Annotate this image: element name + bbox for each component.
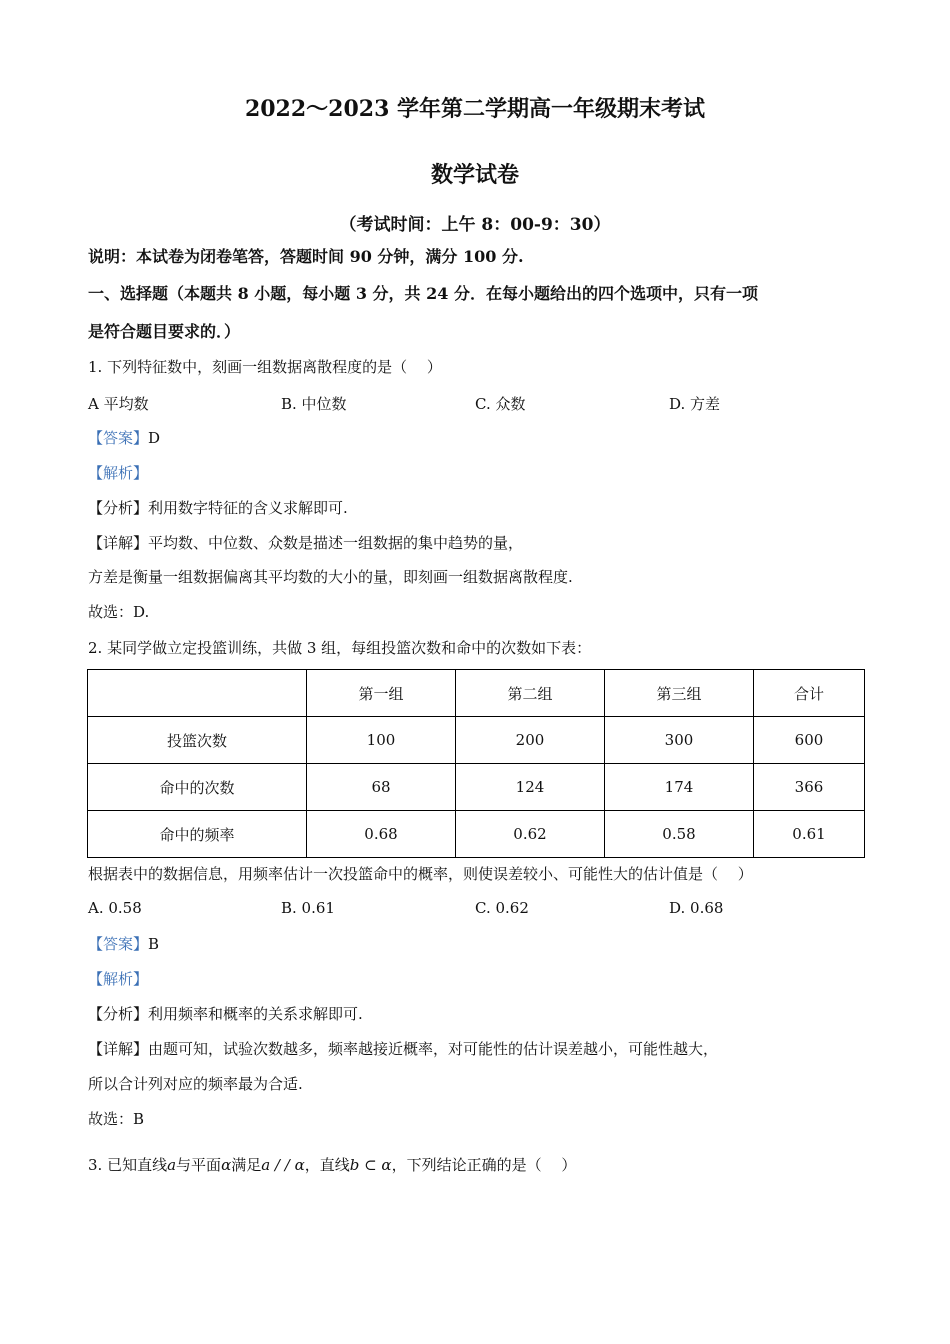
table-cell: 0.68 <box>307 811 456 858</box>
q2-options <box>88 899 878 919</box>
q1-answer <box>88 428 878 448</box>
q3-stem-part: ，下列结论正确的是（ ） <box>391 1156 577 1174</box>
q1-fenxi <box>88 498 878 518</box>
q2-detail1 <box>88 1039 878 1059</box>
table-cell: 124 <box>456 764 605 811</box>
table-cell: 100 <box>307 717 456 764</box>
table-cell: 投篮次数 <box>88 717 307 764</box>
q1-option-c: C. 众数 <box>475 395 526 413</box>
q1-option-b: B. 中位数 <box>281 395 347 413</box>
q2-question: 根据表中的数据信息，用频率估计一次投篮命中的概率，则使误差较小、可能性大的估计值是（ ） <box>88 865 753 883</box>
q2-answer <box>88 934 878 954</box>
table-cell: 200 <box>456 717 605 764</box>
q3-stem-part: 满足 <box>231 1156 262 1174</box>
table-cell: 300 <box>605 717 754 764</box>
q1-conclusion: 故选：D. <box>88 603 150 621</box>
table-header-cell <box>88 670 307 717</box>
table-header-cell: 第二组 <box>456 670 605 717</box>
q3-stem-part: 3. 已知直线 <box>88 1156 168 1174</box>
table-cell: 366 <box>754 764 865 811</box>
q3-var-alpha: α <box>221 1156 232 1174</box>
table-cell: 0.61 <box>754 811 865 858</box>
q2-detail1-text: 由题可知，试验次数越多，频率越接近概率，对可能性的估计误差越小，可能性越大， <box>148 1040 719 1058</box>
q2-detail2: 所以合计列对应的频率最为合适. <box>88 1075 303 1093</box>
q1-fenxi-text: 利用数字特征的含义求解即可. <box>148 499 348 517</box>
table-cell: 0.58 <box>605 811 754 858</box>
q2-stem: 2. 某同学做立定投篮训练，共做 3 组，每组投篮次数和命中的次数如下表： <box>88 639 592 657</box>
q3-relation-parallel: a / / α <box>261 1156 305 1174</box>
q3-stem-part: 与平面 <box>176 1156 222 1174</box>
shooting-table <box>87 669 865 858</box>
table-row <box>88 717 865 764</box>
q3-var-a: a <box>167 1156 177 1174</box>
table-header-cell: 第三组 <box>605 670 754 717</box>
q1-option-a: A 平均数 <box>88 395 149 413</box>
q1-detail1 <box>88 533 878 553</box>
q1-detail2: 方差是衡量一组数据偏离其平均数的大小的量，即刻画一组数据离散程度. <box>88 568 573 586</box>
section-heading-line1: 一、选择题（本题共 8 小题，每小题 3 分，共 24 分．在每小题给出的四个选项中，只有一项 <box>88 284 758 303</box>
fenxi-tag: 【分析】 <box>88 1005 149 1023</box>
q3-stem <box>88 1155 878 1175</box>
exam-subject: 数学试卷 <box>430 162 519 188</box>
q1-detail1-text: 平均数、中位数、众数是描述一组数据的集中趋势的量， <box>148 534 524 552</box>
q2-conclusion: 故选：B <box>88 1110 145 1128</box>
answer-tag: 【答案】 <box>88 429 149 447</box>
exam-title: 2022～2023 学年第二学期高一年级期末考试 <box>244 96 706 122</box>
table-cell: 命中的次数 <box>88 764 307 811</box>
q2-option-c: C. 0.62 <box>475 899 529 917</box>
table-cell: 命中的频率 <box>88 811 307 858</box>
table-cell: 68 <box>307 764 456 811</box>
detail-tag: 【详解】 <box>88 1040 149 1058</box>
detail-tag: 【详解】 <box>88 534 149 552</box>
table-row <box>88 811 865 858</box>
q1-answer-value: D <box>148 429 161 447</box>
exam-time: （考试时间：上午 8：00-9：30） <box>339 215 611 235</box>
q3-relation-subset: b ⊂ α <box>349 1156 392 1174</box>
table-cell: 174 <box>605 764 754 811</box>
table-row <box>88 764 865 811</box>
q1-stem: 1. 下列特征数中，刻画一组数据离散程度的是（ ） <box>88 358 442 376</box>
q2-option-a: A. 0.58 <box>88 899 142 917</box>
q1-options <box>88 393 878 413</box>
q2-option-b: B. 0.61 <box>281 899 335 917</box>
table-cell: 0.62 <box>456 811 605 858</box>
q2-fenxi-text: 利用频率和概率的关系求解即可. <box>148 1005 363 1023</box>
q2-option-d: D. 0.68 <box>669 899 724 917</box>
table-header-cell: 合计 <box>754 670 865 717</box>
table-header-cell: 第一组 <box>307 670 456 717</box>
answer-tag: 【答案】 <box>88 935 149 953</box>
q1-option-d: D. 方差 <box>669 395 721 413</box>
exam-note: 说明：本试卷为闭卷笔答，答题时间 90 分钟，满分 100 分. <box>88 247 524 266</box>
q1-analysis-tag: 【解析】 <box>88 464 149 482</box>
table-header-row <box>88 670 865 717</box>
q2-fenxi <box>88 1004 878 1024</box>
table-cell: 600 <box>754 717 865 764</box>
q3-stem-part: ，直线 <box>304 1156 350 1174</box>
q2-answer-value: B <box>148 935 160 953</box>
fenxi-tag: 【分析】 <box>88 499 149 517</box>
q2-analysis-tag: 【解析】 <box>88 970 149 988</box>
section-heading-line2: 是符合题目要求的．） <box>88 322 241 341</box>
